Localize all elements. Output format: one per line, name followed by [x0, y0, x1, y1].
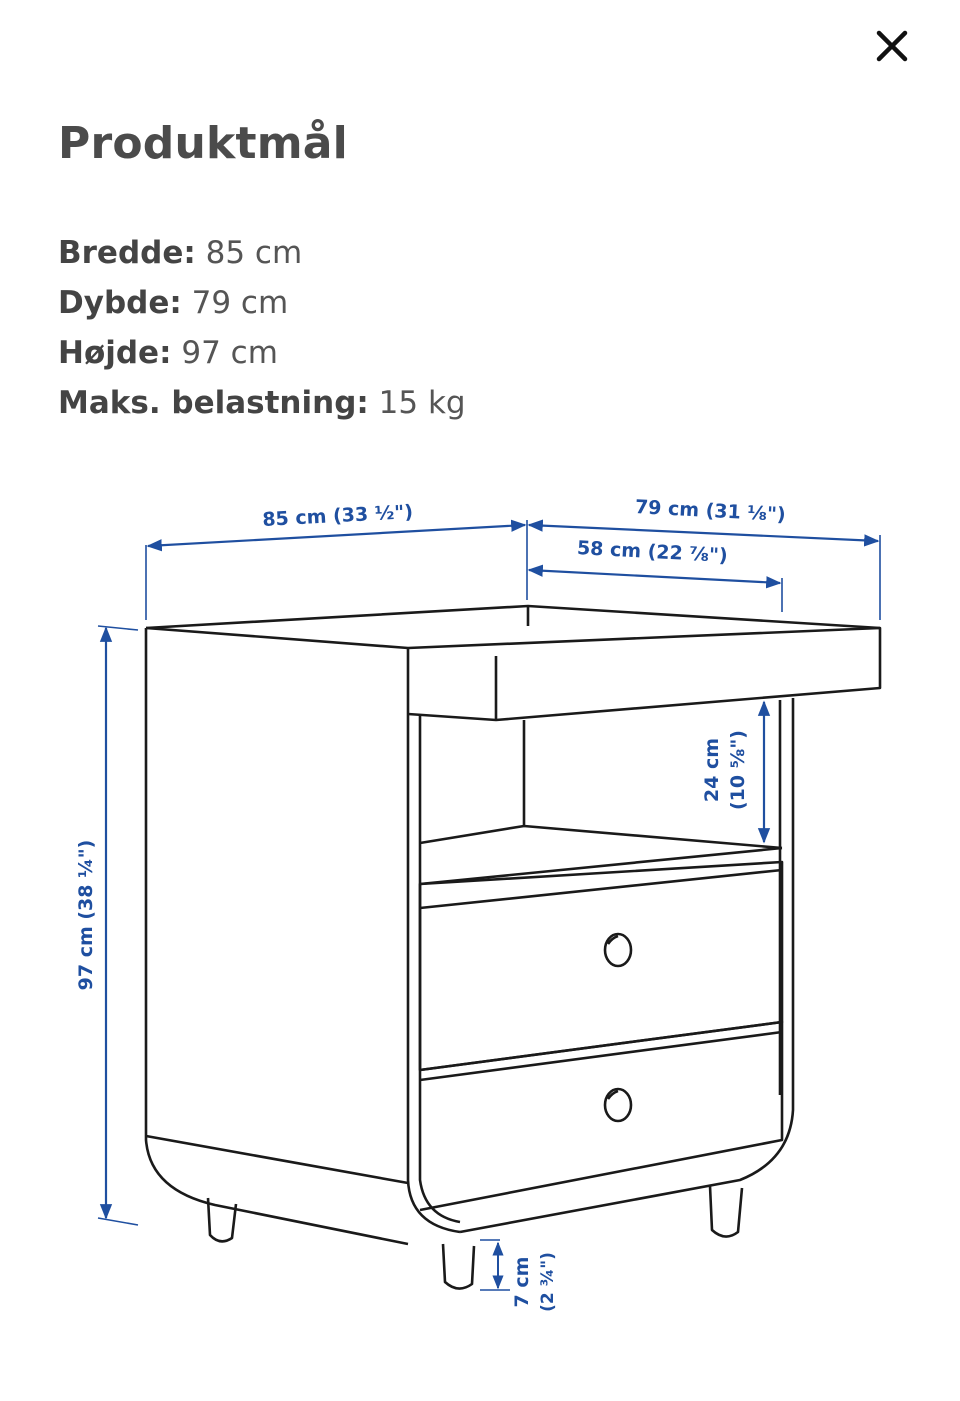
- product-dimension-drawing: [0, 480, 960, 1360]
- dimension-spec-list: [58, 228, 466, 428]
- spec-label: Bredde:: [58, 235, 196, 271]
- spec-label: Maks. belastning:: [58, 385, 369, 421]
- spec-depth: [58, 278, 466, 328]
- spec-height: [58, 328, 466, 378]
- leg-height-cm-label: 7 cm: [511, 1256, 533, 1308]
- leg-height-in-label: (2 ¾"): [538, 1252, 558, 1312]
- shelf-height-cm-label: 24 cm: [701, 737, 723, 803]
- spec-value: 79 cm: [191, 285, 289, 321]
- spec-value: 85 cm: [205, 235, 303, 271]
- height-dimension-label: 97 cm (38 ¼"): [75, 839, 97, 991]
- spec-width: [58, 228, 466, 278]
- spec-value: 15 kg: [378, 385, 466, 421]
- dresser-outline: [146, 606, 880, 1289]
- close-icon: [875, 29, 909, 63]
- inner-depth-dimension-label: 58 cm (22 ⅞"): [576, 537, 729, 567]
- page-title: Produktmål: [58, 118, 348, 169]
- spec-label: Højde:: [58, 335, 172, 371]
- shelf-height-in-label: (10 ⅝"): [727, 730, 749, 810]
- spec-max-load: [58, 378, 466, 428]
- spec-value: 97 cm: [181, 335, 278, 371]
- spec-label: Dybde:: [58, 285, 182, 321]
- dimension-annotations: [75, 496, 880, 1312]
- depth-dimension-label: 79 cm (31 ⅛"): [634, 496, 787, 526]
- width-dimension-label: 85 cm (33 ½"): [261, 501, 414, 531]
- close-button[interactable]: [868, 22, 916, 70]
